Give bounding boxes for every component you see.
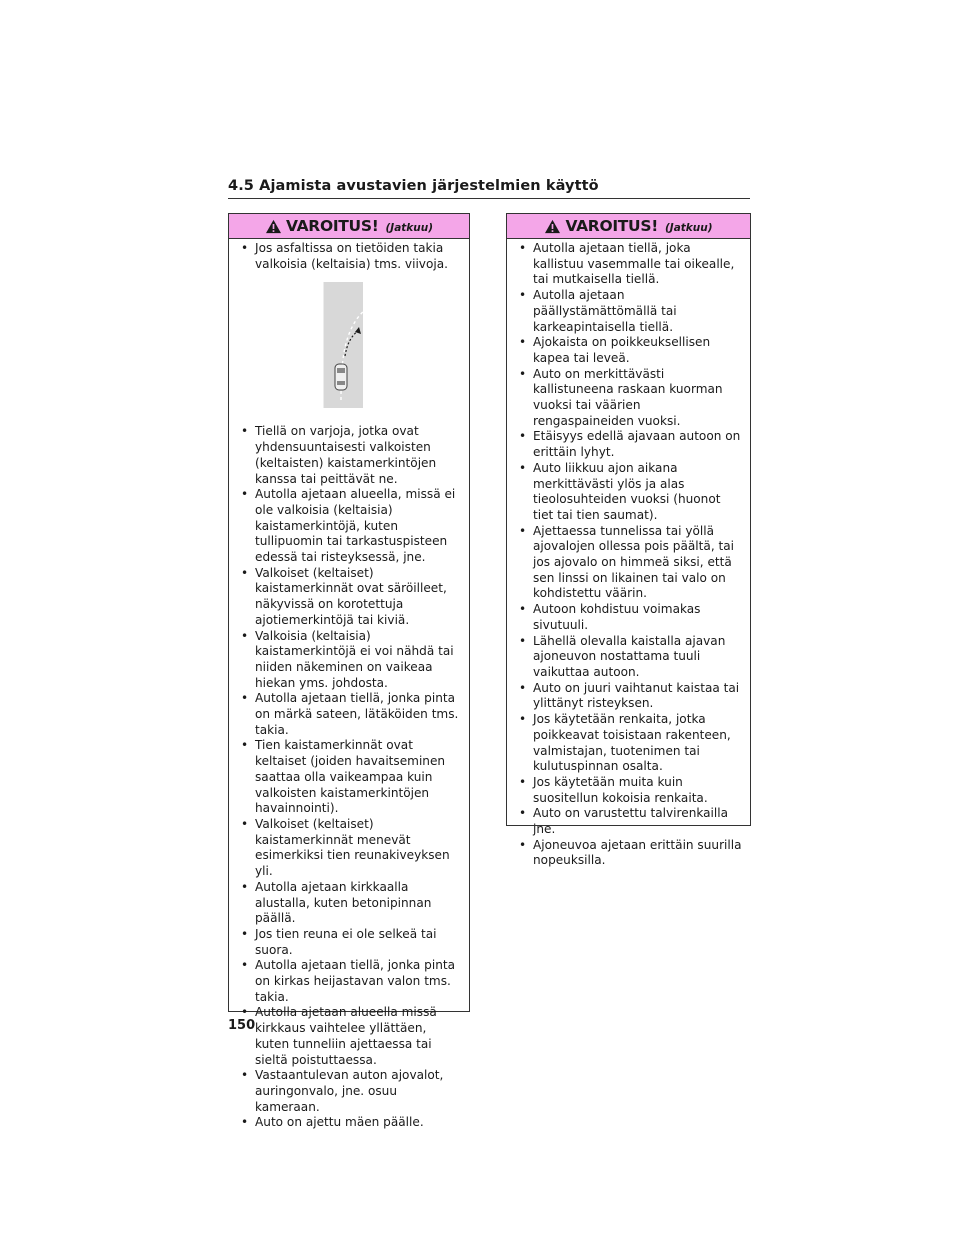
lane-illustration xyxy=(319,282,375,408)
list-item xyxy=(241,1005,463,1068)
list-item xyxy=(519,429,744,460)
list-item-text: Vastaantulevan auton ajovalot, auringonvalo, jne. osuu kameraan. xyxy=(255,1068,444,1114)
list-item-text: Autoon kohdistuu voimakas sivutuuli. xyxy=(533,602,701,632)
list-item-text: Valkoiset (keltaiset) kaistamerkinnät ovat säröilleet, näkyvissä on korotettuja ajotiemerkintöjä tai kiviä. xyxy=(255,565,447,627)
warning-box-right xyxy=(506,213,751,868)
list-item-text: Auto liikkuu ajon aikana merkittävästi ylös ja alas tieolosuhteiden vuoksi (huonot tiet tai tien saumat). xyxy=(533,460,721,522)
list-item xyxy=(519,634,744,681)
list-item-text: Lähellä olevalla kaistalla ajavan ajoneuvon nostattama tuuli vaikuttaa autoon. xyxy=(533,633,726,679)
list-item xyxy=(519,288,744,335)
list-item-text: Ajoneuvoa ajetaan erittäin suurilla nopeuksilla. xyxy=(533,837,742,868)
list-item xyxy=(241,927,463,958)
list-item xyxy=(241,241,463,272)
list-item-text: Autolla ajetaan tiellä, jonka pinta on kirkas heijastavan valon tms. takia. xyxy=(255,958,456,1004)
warning-title: VAROITUS! xyxy=(285,217,379,235)
list-item-text: Autolla ajetaan alueella, missä ei ole valkoisia (keltaisia) kaistamerkintöjä, kuten tullipuomin tai tarkastuspisteen edessä tai risteyksessä, jne. xyxy=(255,487,456,565)
section-title: 4.5 Ajamista avustavien järjestelmien käyttö xyxy=(228,178,750,199)
list-item xyxy=(241,817,463,880)
list-item-text: Autolla ajetaan tiellä, joka kallistuu vasemmalle tai oikealle, tai mutkaisella tiellä. xyxy=(533,241,735,287)
list-item xyxy=(519,461,744,524)
list-item-text: Ajettaessa tunnelissa tai yöllä ajovalojen ollessa pois päältä, tai jos ajovalo on himmeä siksi, että sen linssi on likainen tai valo on kohdistettu väärin. xyxy=(533,523,735,601)
warning-header xyxy=(229,214,469,239)
list-item-text: Autolla ajetaan tiellä, jonka pinta on märkä sateen, lätäköiden tms. takia. xyxy=(255,691,459,737)
list-item xyxy=(241,566,463,629)
list-item-text: Jos asfaltissa on tietöiden takia valkoisia (keltaisia) tms. viivoja. xyxy=(255,241,448,271)
list-item xyxy=(519,775,744,806)
list-item xyxy=(519,335,744,366)
list-item-text: Autolla ajetaan kirkkaalla alustalla, kuten betonipinnan päällä. xyxy=(255,879,432,926)
list-item-text: Auto on varustettu talvirenkailla jne. xyxy=(533,806,729,837)
list-item xyxy=(519,367,744,430)
list-item xyxy=(241,691,463,738)
warning-triangle-icon xyxy=(265,219,282,234)
list-item xyxy=(519,524,744,603)
list-item xyxy=(519,838,744,869)
list-item xyxy=(241,1115,463,1131)
list-item xyxy=(241,738,463,817)
warning-subtitle: (Jatkuu) xyxy=(385,221,434,234)
list-item-text: Etäisyys edellä ajavaan autoon on erittäin lyhyt. xyxy=(533,429,741,460)
list-item-text: Valkoisia (keltaisia) kaistamerkintöjä ei voi nähdä tai niiden näkeminen on vaikeaa hiekan yms. johdosta. xyxy=(255,628,454,690)
list-item-text: Tiellä on varjoja, jotka ovat yhdensuuntaisesti valkoisten (keltaisten) kaistamerkintöjen kanssa tai peittävät ne. xyxy=(255,424,437,486)
list-item xyxy=(519,602,744,633)
warning-title: VAROITUS! xyxy=(565,217,658,235)
list-item xyxy=(519,806,744,837)
list-item xyxy=(519,712,744,775)
list-item xyxy=(241,487,463,566)
list-item-text: Ajokaista on poikkeuksellisen kapea tai leveä. xyxy=(533,335,711,365)
list-item xyxy=(241,629,463,692)
lane-figure xyxy=(229,282,469,408)
warning-list xyxy=(229,239,469,272)
warning-list xyxy=(507,239,750,869)
list-item-text: Auto on ajettu mäen päälle. xyxy=(255,1115,424,1130)
warning-list xyxy=(229,422,469,1131)
list-item-text: Autolla ajetaan alueella missä kirkkaus vaihtelee yllättäen, kuten tunneliin ajettaessa tai sieltä poistuttaessa. xyxy=(255,1005,437,1067)
list-item-text: Tien kaistamerkinnät ovat keltaiset (joiden havaitseminen saattaa olla vaikeampaa kuin valkoisten kaistamerkintöjen havainnointi). xyxy=(255,738,446,816)
list-item-text: Valkoiset (keltaiset) kaistamerkinnät menevät esimerkiksi tien reunakiveyksen yli. xyxy=(255,816,450,879)
list-item-text: Auto on juuri vaihtanut kaistaa tai ylittänyt risteyksen. xyxy=(533,680,740,711)
warning-header xyxy=(507,214,750,239)
list-item-text: Jos käytetään renkaita, jotka poikkeavat toisistaan rakenteen, valmistajan, tuotenimen tai kulutuspinnan osalta. xyxy=(533,712,731,774)
warning-subtitle: (Jatkuu) xyxy=(664,221,713,234)
list-item-text: Jos tien reuna ei ole selkeä tai suora. xyxy=(255,926,437,957)
list-item xyxy=(241,1068,463,1115)
list-item xyxy=(241,880,463,927)
list-item xyxy=(241,424,463,487)
warning-triangle-icon xyxy=(544,219,561,234)
list-item xyxy=(241,958,463,1005)
list-item-text: Auto on merkittävästi kallistuneena raskaan kuorman vuoksi tai väärien rengaspaineiden vuoksi. xyxy=(533,366,723,428)
page-number: 150 xyxy=(228,1018,256,1033)
list-item-text: Autolla ajetaan päällystämättömällä tai karkeapintaisella tiellä. xyxy=(533,288,677,334)
list-item-text: Jos käytetään muita kuin suositellun kokoisia renkaita. xyxy=(533,774,708,805)
list-item xyxy=(519,681,744,712)
list-item xyxy=(519,241,744,288)
